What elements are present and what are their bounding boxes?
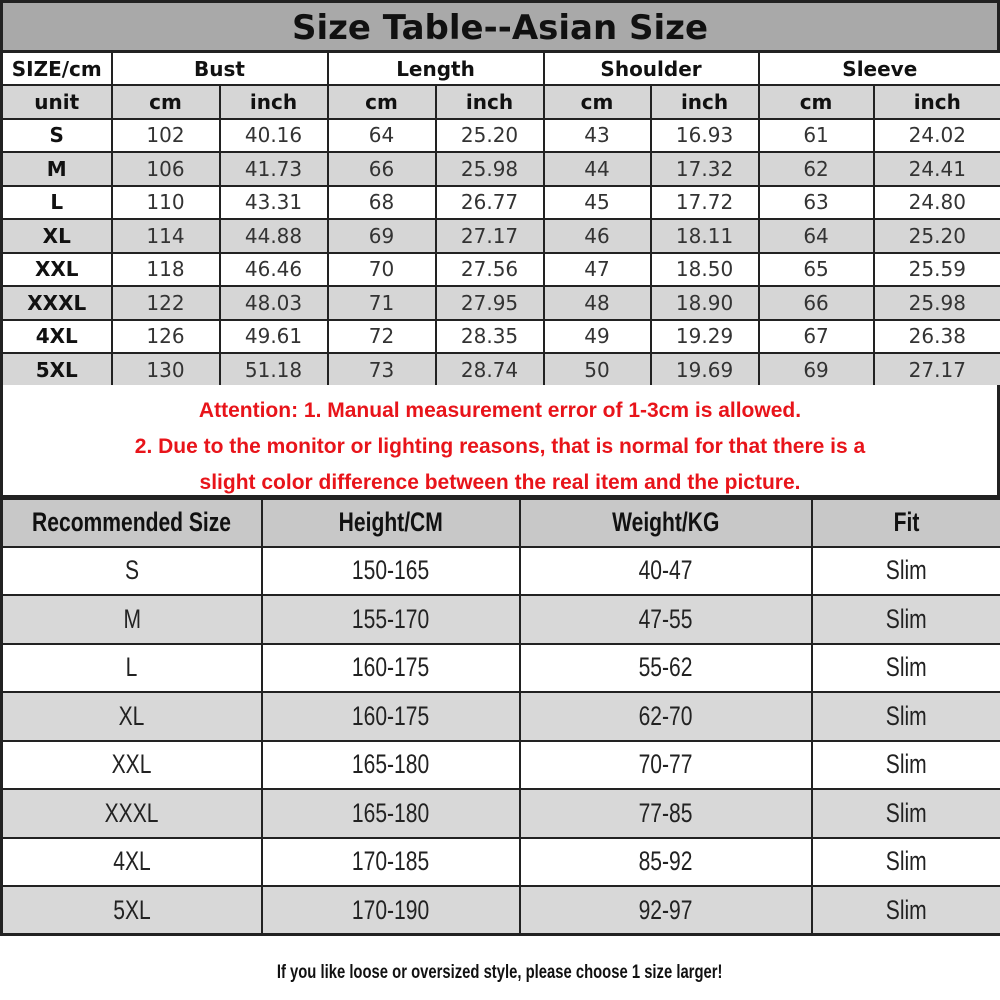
measurement-cell: 64: [328, 119, 436, 153]
size-label: M: [2, 152, 112, 186]
cell-fit: Slim: [812, 692, 1000, 741]
cell-height: 160-175: [262, 692, 520, 741]
table-row: [2, 789, 1000, 838]
unit-header: inch: [436, 85, 544, 119]
measurement-cell: 71: [328, 286, 436, 320]
unit-header-row: [2, 85, 1000, 119]
cell-height: 170-185: [262, 838, 520, 887]
table-row: [2, 838, 1000, 887]
cell-fit: Slim: [812, 547, 1000, 596]
measurement-cell: 16.93: [651, 119, 759, 153]
cell-size: 5XL: [2, 886, 262, 935]
measurement-cell: 66: [328, 152, 436, 186]
unit-header: cm: [759, 85, 874, 119]
size-table-body: [2, 119, 1000, 387]
measurement-cell: 18.90: [651, 286, 759, 320]
measurement-cell: 68: [328, 186, 436, 220]
measurement-cell: 41.73: [220, 152, 328, 186]
cell-height: 165-180: [262, 741, 520, 790]
measurement-cell: 106: [112, 152, 220, 186]
size-table: [0, 50, 1000, 388]
measurement-cell: 24.41: [874, 152, 1000, 186]
size-label: XXL: [2, 253, 112, 287]
recommended-header-row: [2, 499, 1000, 547]
measurement-cell: 25.20: [874, 219, 1000, 253]
measurement-cell: 44.88: [220, 219, 328, 253]
cell-fit: Slim: [812, 838, 1000, 887]
table-row: [2, 320, 1000, 354]
header-recommended-size: Recommended Size: [2, 499, 262, 547]
measurement-cell: 110: [112, 186, 220, 220]
size-label: XL: [2, 219, 112, 253]
measurement-cell: 45: [544, 186, 651, 220]
measurement-cell: 24.80: [874, 186, 1000, 220]
cell-size: 4XL: [2, 838, 262, 887]
table-row: [2, 644, 1000, 693]
measurement-cell: 61: [759, 119, 874, 153]
cell-fit: Slim: [812, 741, 1000, 790]
table-row: [2, 186, 1000, 220]
measurement-cell: 27.56: [436, 253, 544, 287]
table-row: [2, 152, 1000, 186]
table-row: [2, 353, 1000, 387]
unit-header: cm: [112, 85, 220, 119]
measurement-cell: 27.17: [436, 219, 544, 253]
size-label: S: [2, 119, 112, 153]
measurement-cell: 17.72: [651, 186, 759, 220]
group-header-length: Length: [328, 52, 544, 86]
measurement-cell: 27.95: [436, 286, 544, 320]
measurement-cell: 26.77: [436, 186, 544, 220]
notice-line: slight color difference between the real item and the picture.: [199, 471, 801, 494]
cell-weight: 92-97: [520, 886, 812, 935]
table-row: [2, 286, 1000, 320]
table-row: [2, 219, 1000, 253]
cell-weight: 85-92: [520, 838, 812, 887]
page-title: Size Table--Asian Size: [0, 0, 1000, 52]
attention-notice: [0, 385, 1000, 498]
measurement-cell: 43.31: [220, 186, 328, 220]
measurement-cell: 49: [544, 320, 651, 354]
unit-label: unit: [2, 85, 112, 119]
unit-header: inch: [651, 85, 759, 119]
measurement-cell: 48.03: [220, 286, 328, 320]
size-label: 4XL: [2, 320, 112, 354]
group-header-row: [2, 52, 1000, 86]
cell-height: 170-190: [262, 886, 520, 935]
measurement-cell: 64: [759, 219, 874, 253]
table-row: [2, 886, 1000, 935]
cell-fit: Slim: [812, 789, 1000, 838]
measurement-cell: 27.17: [874, 353, 1000, 387]
recommended-table-body: [2, 547, 1000, 935]
measurement-cell: 19.29: [651, 320, 759, 354]
measurement-cell: 25.98: [874, 286, 1000, 320]
cell-height: 150-165: [262, 547, 520, 596]
footer-note: If you like loose or oversized style, please choose 1 size larger!: [277, 962, 723, 983]
measurement-cell: 19.69: [651, 353, 759, 387]
measurement-cell: 72: [328, 320, 436, 354]
table-row: [2, 741, 1000, 790]
cell-fit: Slim: [812, 644, 1000, 693]
notice-line: Attention: 1. Manual measurement error of 1-3cm is allowed.: [198, 399, 802, 422]
measurement-cell: 43: [544, 119, 651, 153]
cell-size: XXXL: [2, 789, 262, 838]
unit-header: inch: [220, 85, 328, 119]
measurement-cell: 69: [328, 219, 436, 253]
size-label: L: [2, 186, 112, 220]
cell-weight: 55-62: [520, 644, 812, 693]
notice-line: 2. Due to the monitor or lighting reasons, that is normal for that there is a: [134, 435, 866, 458]
cell-weight: 47-55: [520, 595, 812, 644]
measurement-cell: 49.61: [220, 320, 328, 354]
group-header-shoulder: Shoulder: [544, 52, 759, 86]
measurement-cell: 17.32: [651, 152, 759, 186]
cell-weight: 70-77: [520, 741, 812, 790]
recommended-size-table: [0, 497, 1000, 936]
table-row: [2, 595, 1000, 644]
measurement-cell: 51.18: [220, 353, 328, 387]
measurement-cell: 126: [112, 320, 220, 354]
measurement-cell: 46: [544, 219, 651, 253]
measurement-cell: 66: [759, 286, 874, 320]
size-label: XXXL: [2, 286, 112, 320]
cell-weight: 77-85: [520, 789, 812, 838]
unit-header: cm: [544, 85, 651, 119]
measurement-cell: 67: [759, 320, 874, 354]
measurement-cell: 40.16: [220, 119, 328, 153]
measurement-cell: 25.59: [874, 253, 1000, 287]
measurement-cell: 50: [544, 353, 651, 387]
cell-size: S: [2, 547, 262, 596]
measurement-cell: 122: [112, 286, 220, 320]
cell-size: XL: [2, 692, 262, 741]
measurement-cell: 65: [759, 253, 874, 287]
measurement-cell: 62: [759, 152, 874, 186]
table-row: [2, 119, 1000, 153]
group-header-sleeve: Sleeve: [759, 52, 1000, 86]
header-height: Height/CM: [262, 499, 520, 547]
measurement-cell: 25.98: [436, 152, 544, 186]
measurement-cell: 26.38: [874, 320, 1000, 354]
measurement-cell: 18.50: [651, 253, 759, 287]
cell-weight: 62-70: [520, 692, 812, 741]
measurement-cell: 28.35: [436, 320, 544, 354]
cell-weight: 40-47: [520, 547, 812, 596]
measurement-cell: 102: [112, 119, 220, 153]
size-label: 5XL: [2, 353, 112, 387]
table-row: [2, 547, 1000, 596]
measurement-cell: 48: [544, 286, 651, 320]
cell-size: L: [2, 644, 262, 693]
measurement-cell: 118: [112, 253, 220, 287]
cell-fit: Slim: [812, 595, 1000, 644]
measurement-cell: 73: [328, 353, 436, 387]
measurement-cell: 25.20: [436, 119, 544, 153]
table-row: [2, 692, 1000, 741]
measurement-cell: 114: [112, 219, 220, 253]
measurement-cell: 47: [544, 253, 651, 287]
measurement-cell: 63: [759, 186, 874, 220]
header-fit: Fit: [812, 499, 1000, 547]
cell-size: XXL: [2, 741, 262, 790]
group-header-bust: Bust: [112, 52, 328, 86]
cell-height: 165-180: [262, 789, 520, 838]
unit-header: inch: [874, 85, 1000, 119]
measurement-cell: 18.11: [651, 219, 759, 253]
cell-fit: Slim: [812, 886, 1000, 935]
measurement-cell: 24.02: [874, 119, 1000, 153]
unit-header: cm: [328, 85, 436, 119]
measurement-cell: 28.74: [436, 353, 544, 387]
cell-height: 155-170: [262, 595, 520, 644]
header-weight: Weight/KG: [520, 499, 812, 547]
cell-height: 160-175: [262, 644, 520, 693]
measurement-cell: 46.46: [220, 253, 328, 287]
cell-size: M: [2, 595, 262, 644]
measurement-cell: 69: [759, 353, 874, 387]
measurement-cell: 70: [328, 253, 436, 287]
measurement-cell: 130: [112, 353, 220, 387]
corner-label: SIZE/cm: [2, 52, 112, 86]
measurement-cell: 44: [544, 152, 651, 186]
table-row: [2, 253, 1000, 287]
